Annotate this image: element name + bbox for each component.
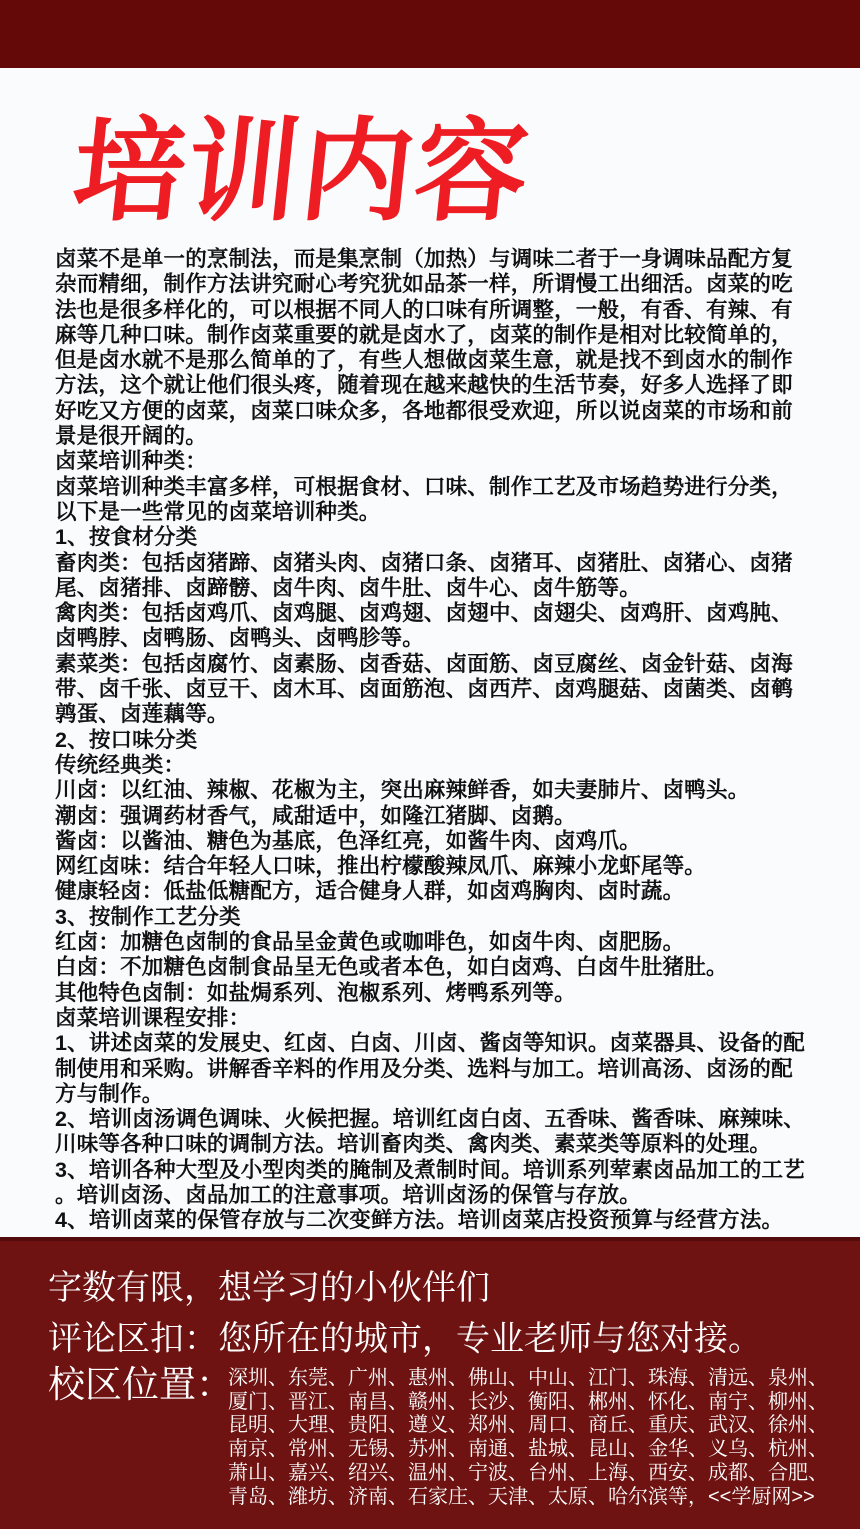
body-line: 法也是很多样化的，可以根据不同人的口味有所调整，一般，有香、有辣、有 bbox=[55, 297, 793, 322]
body-line: 传统经典类： bbox=[55, 752, 186, 777]
top-maroon-bar bbox=[0, 0, 860, 68]
page-title: 培训内容 bbox=[67, 109, 537, 234]
body-line: 但是卤水就不是那么简单的了，有些人想做卤菜生意，就是找不到卤水的制作 bbox=[55, 348, 793, 373]
body-line: 麻等几种口味。制作卤菜重要的就是卤水了，卤菜的制作是相对比较简单的， bbox=[55, 322, 793, 347]
city-line: 昆明、大理、贵阳、遵义、郑州、周口、商丘、重庆、武汉、徐州、 bbox=[228, 1414, 828, 1437]
city-line: 厦门、晋江、南昌、赣州、长沙、衡阳、郴州、怀化、南宁、柳州、 bbox=[228, 1390, 828, 1413]
body-line: 尾、卤猪排、卤蹄髈、卤牛肉、卤牛肚、卤牛心、卤牛筋等。 bbox=[55, 575, 641, 600]
city-line: 深圳、东莞、广州、惠州、佛山、中山、江门、珠海、清远、泉州、 bbox=[228, 1367, 828, 1389]
body-line: 1、讲述卤菜的发展史、红卤、白卤、川卤、酱卤等知识。卤菜器具、设备的配 bbox=[55, 1031, 805, 1056]
body-line: 卤鸭脖、卤鸭肠、卤鸭头、卤鸭胗等。 bbox=[55, 626, 424, 651]
campus-location-label: 校区位置： bbox=[48, 1364, 233, 1405]
city-line: 萧山、嘉兴、绍兴、温州、宁波、台州、上海、西安、成都、合肥、 bbox=[228, 1461, 828, 1484]
body-line: 网红卤味：结合年轻人口味，推出柠檬酸辣凤爪、麻辣小龙虾尾等。 bbox=[55, 854, 707, 879]
body-line: 杂而精细，制作方法讲究耐心考究犹如品茶一样，所谓慢工出细活。卤菜的吃 bbox=[55, 272, 793, 297]
body-line: 1、按食材分类 bbox=[55, 525, 198, 550]
body-line: 红卤：加糖色卤制的食品呈金黄色或咖啡色，如卤牛肉、卤肥肠。 bbox=[55, 930, 685, 955]
body-line: 方与制作。 bbox=[55, 1081, 164, 1106]
body-line: 畜肉类：包括卤猪蹄、卤猪头肉、卤猪口条、卤猪耳、卤猪肚、卤猪心、卤猪 bbox=[55, 550, 793, 575]
body-line: 制使用和采购。讲解香辛料的作用及分类、选料与加工。培训高汤、卤汤的配 bbox=[55, 1056, 793, 1081]
body-line: 川味等各种口味的调制方法。培训畜肉类、禽肉类、素菜类等原料的处理。 bbox=[55, 1132, 772, 1157]
city-line: 南京、常州、无锡、苏州、南通、盐城、昆山、金华、义乌、杭州、 bbox=[228, 1438, 828, 1461]
body-text-block bbox=[55, 247, 805, 1234]
body-line: 好吃又方便的卤菜，卤菜口味众多，各地都很受欢迎，所以说卤菜的市场和前 bbox=[55, 398, 793, 423]
body-line: 其他特色卤制：如盐焗系列、泡椒系列、烤鸭系列等。 bbox=[55, 980, 576, 1005]
body-line: 2、按口味分类 bbox=[55, 727, 198, 752]
cta-line-comment-city: 评论区扣：您所在的城市，专业老师与您对接。 bbox=[48, 1320, 762, 1358]
body-line: 带、卤千张、卤豆干、卤木耳、卤面筋泡、卤西芹、卤鸡腿菇、卤菌类、卤鹌 bbox=[55, 677, 793, 702]
content-area bbox=[0, 68, 860, 1237]
body-line: 方法，这个就让他们很头疼，随着现在越来越快的生活节奏，好多人选择了即 bbox=[55, 373, 793, 398]
body-line: 3、按制作工艺分类 bbox=[55, 904, 241, 929]
body-line: 4、培训卤菜的保管存放与二次变鲜方法。培训卤菜店投资预算与经营方法。 bbox=[55, 1208, 784, 1233]
body-line: 素菜类：包括卤腐竹、卤素肠、卤香菇、卤面筋、卤豆腐丝、卤金针菇、卤海 bbox=[55, 651, 793, 676]
bottom-maroon-section bbox=[0, 1237, 860, 1529]
body-line: 潮卤：强调药材香气，咸甜适中，如隆江猪脚、卤鹅。 bbox=[55, 803, 576, 828]
body-line: 景是很开阔的。 bbox=[55, 424, 207, 449]
body-line: 卤菜培训种类丰富多样，可根据食材、口味、制作工艺及市场趋势进行分类， bbox=[55, 474, 793, 499]
body-line: 卤菜培训课程安排： bbox=[55, 1005, 251, 1030]
body-line: 鹑蛋、卤莲藕等。 bbox=[55, 702, 229, 727]
body-line: 酱卤：以酱油、糖色为基底，色泽红亮，如酱牛肉、卤鸡爪。 bbox=[55, 828, 641, 853]
cta-line-limited-words: 字数有限，想学习的小伙伴们 bbox=[48, 1269, 490, 1307]
city-line: 青岛、潍坊、济南、石家庄、天津、太原、哈尔滨等，<<学厨网>> bbox=[228, 1485, 815, 1508]
body-line: 川卤：以红油、辣椒、花椒为主，突出麻辣鲜香，如夫妻肺片、卤鸭头。 bbox=[55, 778, 750, 803]
body-line: 禽肉类：包括卤鸡爪、卤鸡腿、卤鸡翅、卤翅中、卤翅尖、卤鸡肝、卤鸡肫、 bbox=[55, 601, 793, 626]
campus-city-list bbox=[228, 1363, 828, 1509]
body-line: 以下是一些常见的卤菜培训种类。 bbox=[55, 499, 381, 524]
body-line: 2、培训卤汤调色调味、火候把握。培训红卤白卤、五香味、酱香味、麻辣味、 bbox=[55, 1107, 805, 1132]
body-line: 3、培训各种大型及小型肉类的腌制及煮制时间。培训系列荤素卤品加工的工艺 bbox=[55, 1157, 805, 1182]
body-line: 白卤：不加糖色卤制食品呈无色或者本色，如白卤鸡、白卤牛肚猪肚。 bbox=[55, 955, 728, 980]
campus-row bbox=[48, 1363, 828, 1509]
body-line: 健康轻卤：低盐低糖配方，适合健身人群，如卤鸡胸肉、卤时蔬。 bbox=[55, 879, 685, 904]
body-line: 。培训卤汤、卤品加工的注意事项。培训卤汤的保管与存放。 bbox=[55, 1182, 641, 1207]
body-line: 卤菜培训种类： bbox=[55, 449, 207, 474]
body-line: 卤菜不是单一的烹制法，而是集烹制（加热）与调味二者于一身调味品配方复 bbox=[55, 247, 793, 271]
